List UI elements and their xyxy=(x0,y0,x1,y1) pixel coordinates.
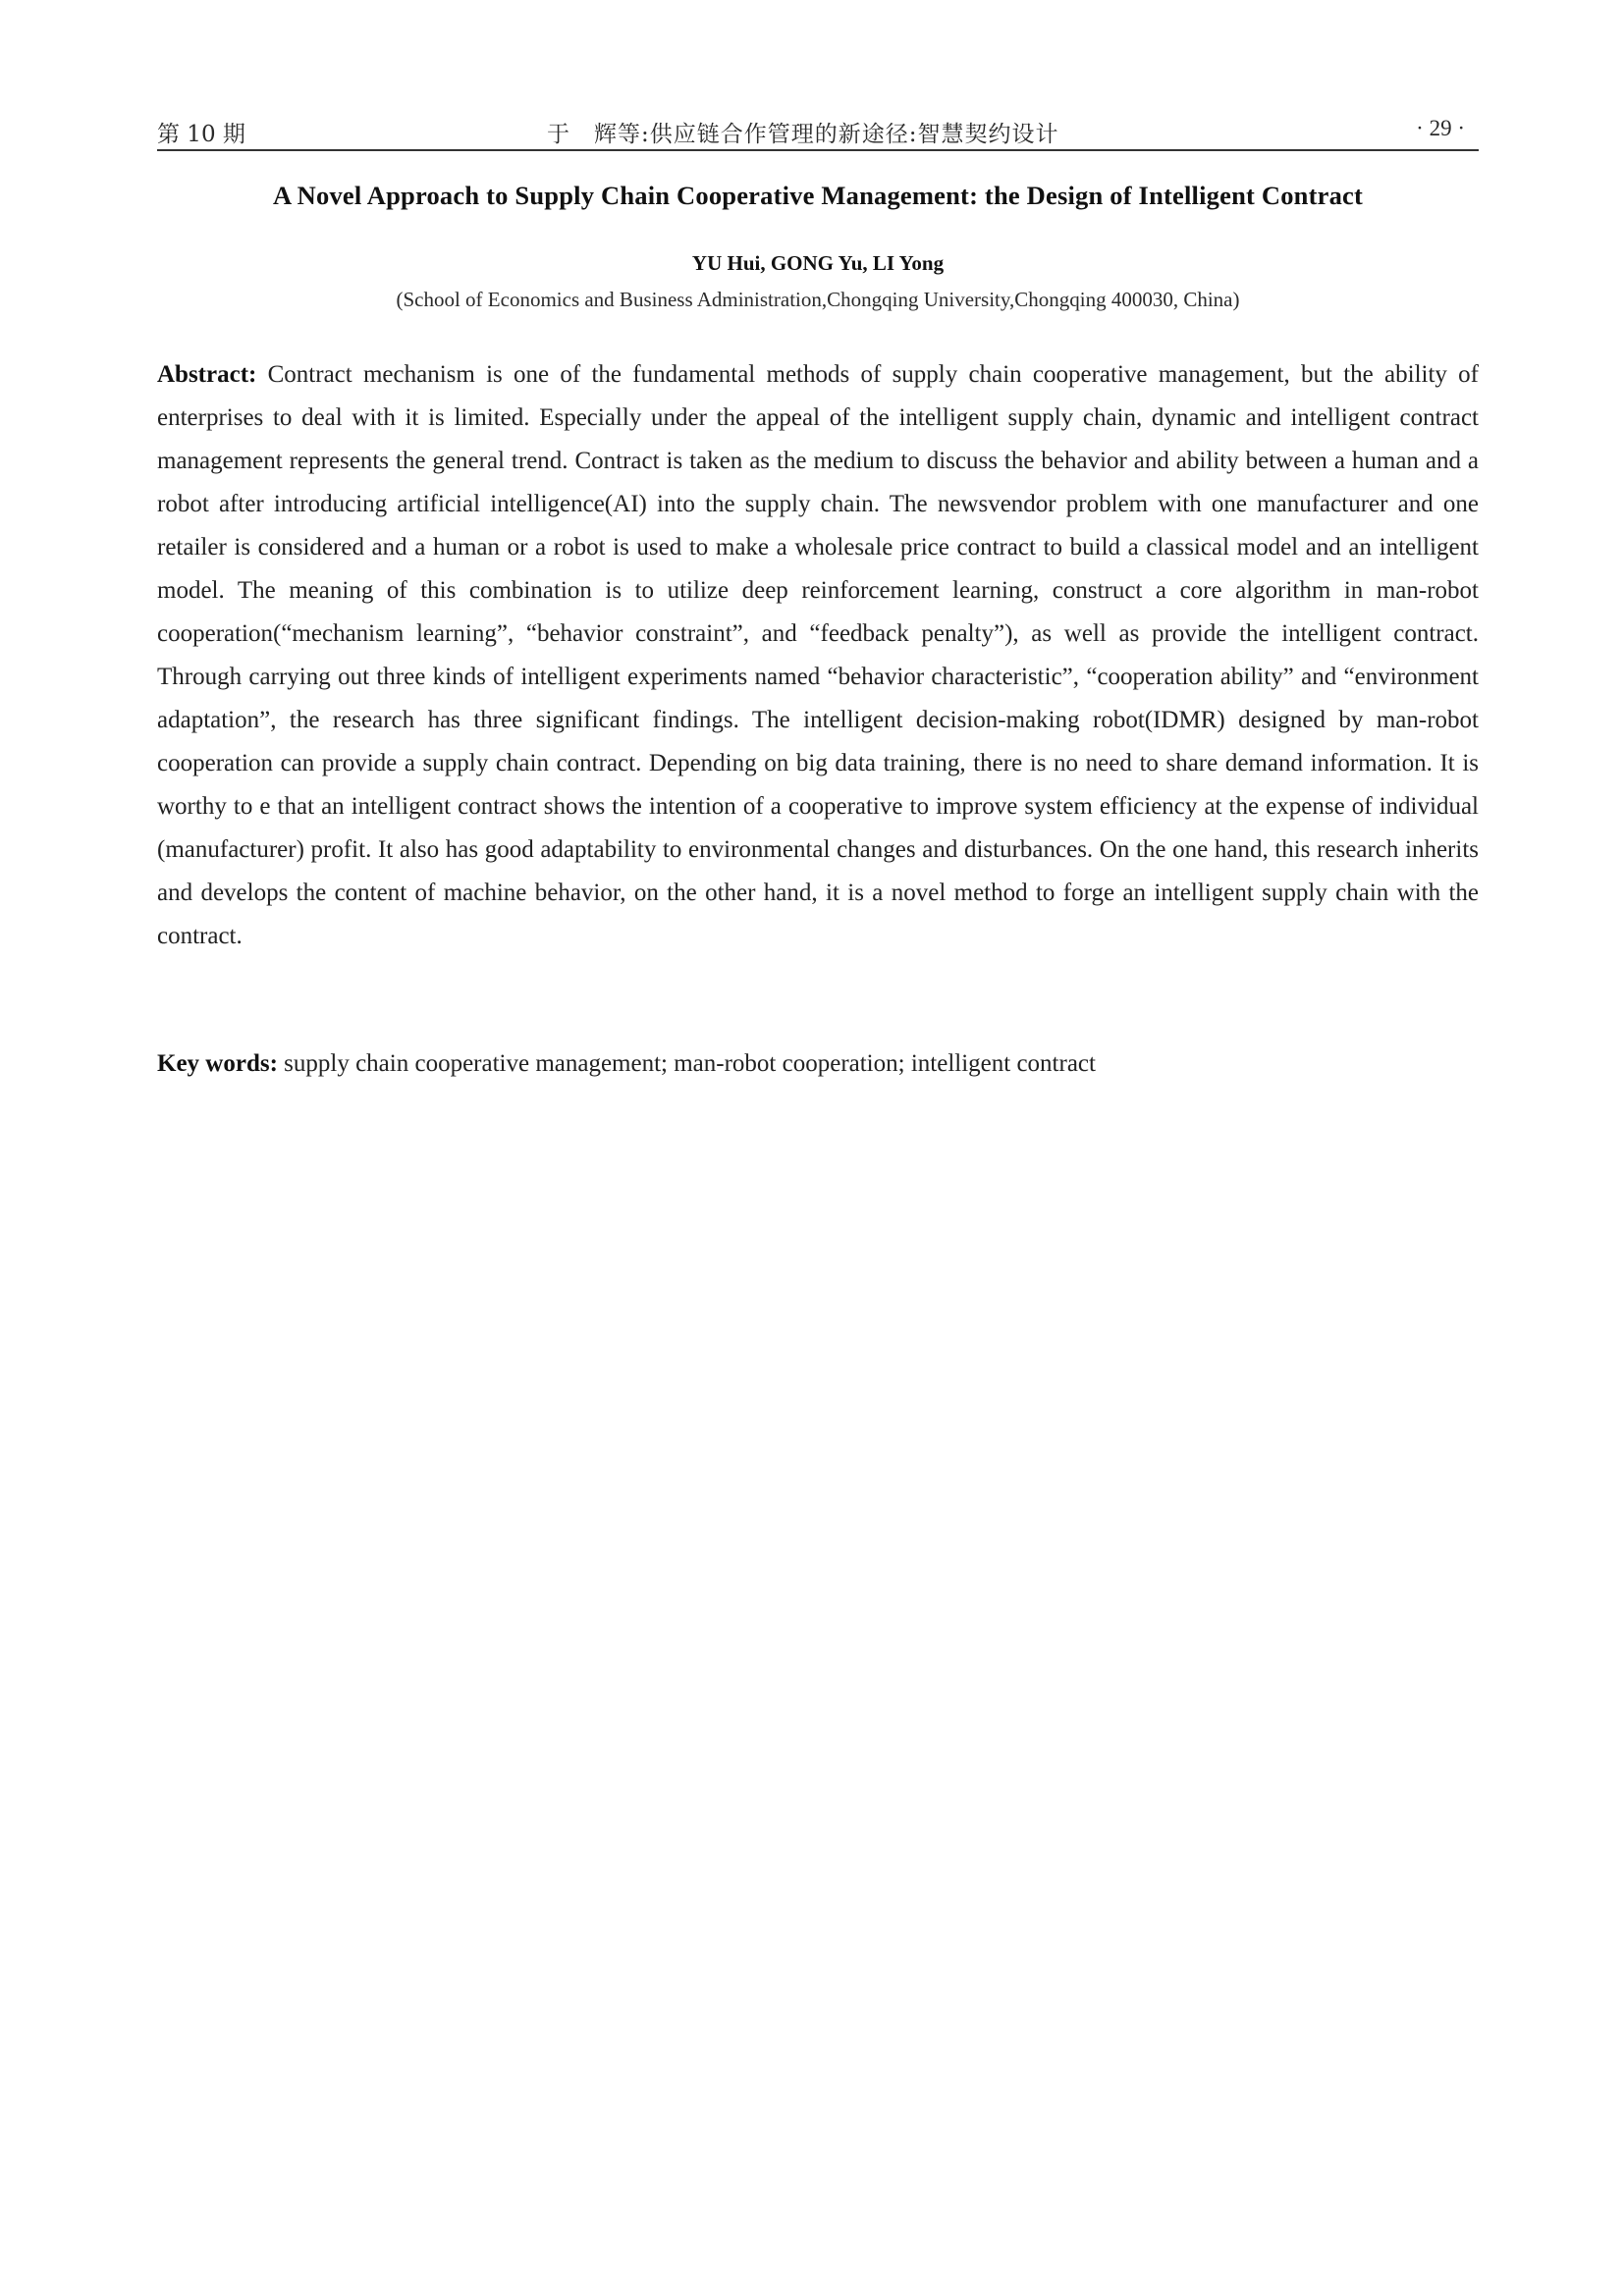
abstract-text: Contract mechanism is one of the fundamental methods of supply chain cooperative management, but the ability of enterprises to deal with it is limited. Especially under the appeal of the intelligent supply chain, dynamic and intelligent contract management represents the general trend. Contract is taken as the medium to discuss the behavior and ability between a human and a robot after introducing artificial intelligence(AI) into the supply chain. The newsvendor problem with one manufacturer and one retailer is considered and a human or a robot is used to make a wholesale price contract to build a classical model and an intelligent model. The meaning of this combination is to utilize deep reinforcement learning, construct a core algorithm in man-robot cooperation(“mechanism learning”, “behavior constraint”, and “feedback penalty”), as well as provide the intelligent contract. Through carrying out three kinds of intelligent experiments named “behavior characteristic”, “cooperation ability” and “environment adaptation”, the research has three significant findings. The intelligent decision-making robot(IDMR) designed by man-robot cooperation can provide a supply chain contract. Depending on big data training, there is no need to share demand information. It is worthy to e that an intelligent contract shows the intention of a cooperative to improve system efficiency at the expense of individual (manufacturer) profit. It also has good adaptability to environmental changes and disturbances. On the one hand, this research inherits and develops the content of machine behavior, on the other hand, it is a novel method to forge an intelligent supply chain with the contract. xyxy=(157,361,1479,949)
page-number: · 29 · xyxy=(1416,116,1465,140)
running-header xyxy=(157,114,1479,151)
abstract-label: Abstract: xyxy=(157,361,257,388)
keywords-text: supply chain cooperative management; man-robot cooperation; intelligent contract xyxy=(277,1050,1096,1077)
author-list: YU Hui, GONG Yu, LI Yong xyxy=(691,251,945,275)
keywords-label: Key words: xyxy=(157,1050,278,1077)
paper-page xyxy=(157,0,1479,2296)
paper-title: A Novel Approach to Supply Chain Cooperative Management: the Design of Intelligent Contract xyxy=(272,181,1364,210)
keywords-paragraph xyxy=(157,1042,1479,1086)
running-title: 于 辉等:供应链合作管理的新途径:智慧契约设计 xyxy=(547,122,1059,147)
abstract-paragraph xyxy=(157,353,1479,958)
author-affiliation: (School of Economics and Business Administration,Chongqing University,Chongqing 400030, China) xyxy=(396,288,1240,311)
issue-number: 第 10 期 xyxy=(157,122,245,147)
